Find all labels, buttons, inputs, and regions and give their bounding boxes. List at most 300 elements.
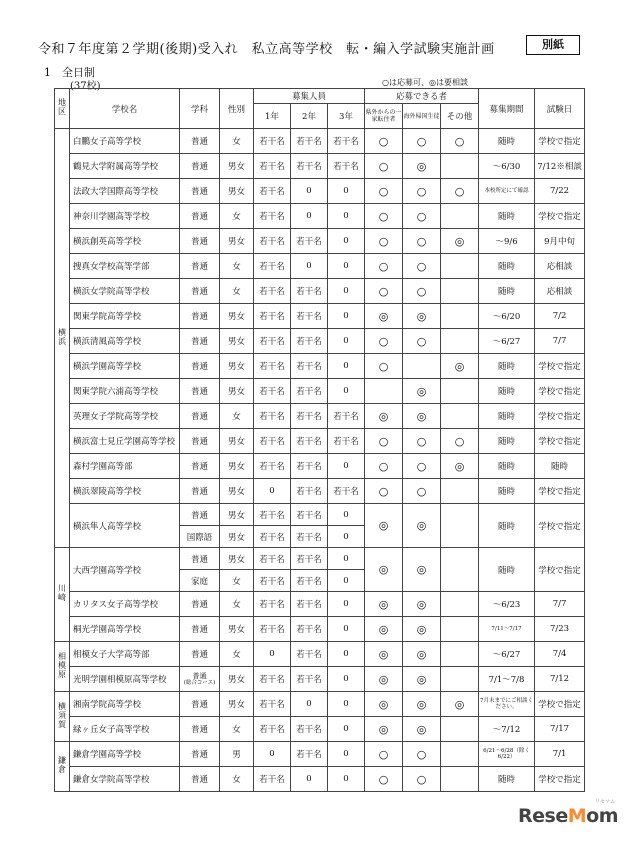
- school-name: 横浜学園高等学校: [70, 354, 180, 379]
- table-row: [55, 229, 585, 254]
- year3-cell: 0: [328, 279, 365, 304]
- gender-cell: 女: [220, 204, 254, 229]
- elig-other-mark: [441, 767, 479, 792]
- table-row: [55, 429, 585, 454]
- gender-cell: 男女: [220, 354, 254, 379]
- course-label: 普通: [190, 437, 208, 447]
- school-name: 横浜富士見丘学園高等学校: [70, 429, 180, 454]
- elig-abroad-mark: ○: [403, 742, 441, 767]
- year1-cell: 若干名: [254, 229, 291, 254]
- elig-outside-mark: ◎: [365, 667, 403, 692]
- elig-other-mark: ◎: [441, 229, 479, 254]
- course-label: 普通: [190, 362, 208, 372]
- school-name: 横浜清風高等学校: [70, 329, 180, 354]
- year2-cell: 若干名: [291, 304, 328, 329]
- elig-outside-mark: ○: [365, 254, 403, 279]
- course-cell: [180, 204, 220, 229]
- elig-other-mark: ◎: [441, 354, 479, 379]
- course-cell: [180, 279, 220, 304]
- year2-cell: 若干名: [291, 154, 328, 179]
- elig-abroad-mark: ◎: [403, 717, 441, 742]
- gender-cell: 男女: [220, 617, 254, 642]
- region-cell: [55, 129, 70, 548]
- period-cell: ～6/27: [479, 329, 535, 354]
- elig-abroad-mark: ○: [403, 454, 441, 479]
- exam-date-cell: 7/17: [535, 717, 585, 742]
- gender-cell: 男女: [220, 179, 254, 204]
- section-heading: 1 全日制: [44, 66, 95, 79]
- elig-outside-mark: ○: [365, 129, 403, 154]
- year3-cell: 0: [328, 329, 365, 354]
- course-cell: [180, 548, 220, 570]
- table-row: [55, 767, 585, 792]
- elig-outside-mark: ◎: [365, 304, 403, 329]
- table-row: [55, 154, 585, 179]
- table-row: [55, 479, 585, 504]
- header-year2: 2年: [291, 104, 328, 129]
- elig-abroad-mark: ○: [403, 179, 441, 204]
- year1-cell: 若干名: [254, 354, 291, 379]
- exam-date-cell: 7/4: [535, 642, 585, 667]
- region-label: 横浜: [57, 327, 67, 346]
- course-label: 普通: [190, 650, 208, 660]
- elig-other-mark: [441, 379, 479, 404]
- course-cell: [180, 767, 220, 792]
- course-label: 普通: [190, 237, 208, 247]
- elig-outside-mark: ○: [365, 742, 403, 767]
- gender-cell: 女: [220, 404, 254, 429]
- course-cell: [180, 592, 220, 617]
- header-elig-outside: 県外からの一家転住者: [365, 104, 403, 129]
- elig-abroad-mark: ◎: [403, 304, 441, 329]
- year1-cell: 若干名: [254, 592, 291, 617]
- year3-cell: 若干名: [328, 404, 365, 429]
- year2-cell: 若干名: [291, 504, 328, 526]
- course-cell: [180, 717, 220, 742]
- year2-cell: 若干名: [291, 429, 328, 454]
- header-elig-other: その他: [441, 104, 479, 129]
- course-cell: [180, 429, 220, 454]
- period-cell: ～6/30: [479, 154, 535, 179]
- course-cell: [180, 526, 220, 548]
- course-cell: [180, 329, 220, 354]
- year3-cell: 0: [328, 617, 365, 642]
- gender-cell: 女: [220, 717, 254, 742]
- school-name: 法政大学国際高等学校: [70, 179, 180, 204]
- year2-cell: 0: [291, 254, 328, 279]
- course-label: 普通: [190, 625, 208, 635]
- region-label: 横須賀: [57, 701, 67, 729]
- course-label: 普通: [190, 700, 208, 710]
- course-label: 家庭: [190, 576, 208, 587]
- exam-date-cell: 学校で指定: [535, 429, 585, 454]
- period-cell: 7/1～7/8: [479, 667, 535, 692]
- elig-other-mark: [441, 617, 479, 642]
- gender-cell: 男女: [220, 329, 254, 354]
- period-cell: 随時: [479, 548, 535, 592]
- exam-date-cell: 学校で指定: [535, 379, 585, 404]
- exam-date-cell: 学校で指定: [535, 404, 585, 429]
- exam-date-cell: 学校で指定: [535, 548, 585, 592]
- school-name: 関東学院六浦高等学校: [70, 379, 180, 404]
- elig-outside-mark: [365, 379, 403, 404]
- header-year1: 1年: [254, 104, 291, 129]
- gender-cell: 男女: [220, 548, 254, 570]
- region-label: 鎌倉: [57, 756, 67, 774]
- elig-abroad-mark: ◎: [403, 379, 441, 404]
- elig-other-mark: [441, 404, 479, 429]
- year1-cell: 若干名: [254, 329, 291, 354]
- course-label: 普通: [190, 487, 208, 497]
- elig-other-mark: ○: [441, 429, 479, 454]
- table-row: [55, 329, 585, 354]
- elig-other-mark: [441, 548, 479, 592]
- exam-date-cell: 7/7: [535, 592, 585, 617]
- gender-cell: 男女: [220, 526, 254, 548]
- course-label: 普通: [190, 387, 208, 397]
- year2-cell: 若干名: [291, 667, 328, 692]
- gender-cell: 男女: [220, 692, 254, 717]
- table-row: [55, 642, 585, 667]
- year3-cell: 0: [328, 229, 365, 254]
- year1-cell: 0: [254, 742, 291, 767]
- table-row: [55, 129, 585, 154]
- elig-other-mark: [441, 642, 479, 667]
- table-row: [55, 504, 585, 526]
- period-cell: 随時: [479, 767, 535, 792]
- elig-outside-mark: ○: [365, 429, 403, 454]
- elig-other-mark: [441, 742, 479, 767]
- year2-cell: 若干名: [291, 229, 328, 254]
- course-cell: [180, 179, 220, 204]
- school-name: 神奈川学園高等学校: [70, 204, 180, 229]
- year3-cell: 0: [328, 570, 365, 592]
- elig-other-mark: [441, 667, 479, 692]
- year1-cell: 若干名: [254, 379, 291, 404]
- period-cell: 7/11～7/17: [479, 617, 535, 642]
- table-row: [55, 454, 585, 479]
- table-row: [55, 304, 585, 329]
- elig-abroad-mark: ◎: [403, 504, 441, 548]
- course-label: 普通: [190, 725, 208, 735]
- year3-cell: 0: [328, 254, 365, 279]
- year3-cell: 0: [328, 692, 365, 717]
- header-exam: 試験日: [535, 89, 585, 129]
- year2-cell: 若干名: [291, 717, 328, 742]
- year1-cell: 若干名: [254, 254, 291, 279]
- period-cell: ～9/6: [479, 229, 535, 254]
- period-cell: ～6/20: [479, 304, 535, 329]
- elig-other-mark: [441, 254, 479, 279]
- period-cell: ～6/27: [479, 642, 535, 667]
- exam-plan-table: [54, 88, 585, 792]
- elig-other-mark: [441, 717, 479, 742]
- school-name: 横浜翠陵高等学校: [70, 479, 180, 504]
- year3-cell: 0: [328, 354, 365, 379]
- gender-cell: 男女: [220, 667, 254, 692]
- period-cell: 随時: [479, 504, 535, 548]
- course-note: (総合コース): [183, 679, 216, 686]
- elig-other-mark: ○: [441, 129, 479, 154]
- table-row: [55, 179, 585, 204]
- elig-other-mark: [441, 329, 479, 354]
- period-cell: 随時: [479, 254, 535, 279]
- year3-cell: 若干名: [328, 129, 365, 154]
- period-cell: 随時: [479, 379, 535, 404]
- school-name: 緑ヶ丘女子高等学校: [70, 717, 180, 742]
- course-cell: [180, 454, 220, 479]
- school-name: 森村学園高等部: [70, 454, 180, 479]
- school-name: 湘南学院高等学校: [70, 692, 180, 717]
- year2-cell: 若干名: [291, 479, 328, 504]
- year1-cell: 若干名: [254, 617, 291, 642]
- exam-date-cell: 学校で指定: [535, 692, 585, 717]
- elig-outside-mark: ○: [365, 767, 403, 792]
- year1-cell: 0: [254, 642, 291, 667]
- elig-abroad-mark: ○: [403, 254, 441, 279]
- exam-date-cell: 学校で指定: [535, 479, 585, 504]
- course-label: 普通: [190, 262, 208, 272]
- school-name: 鎌倉学園高等学校: [70, 742, 180, 767]
- table-row: [55, 379, 585, 404]
- course-cell: [180, 479, 220, 504]
- course-cell: [180, 617, 220, 642]
- year1-cell: 若干名: [254, 504, 291, 526]
- elig-abroad-mark: ◎: [403, 667, 441, 692]
- year2-cell: 若干名: [291, 592, 328, 617]
- elig-outside-mark: ◎: [365, 404, 403, 429]
- exam-date-cell: 7/2: [535, 304, 585, 329]
- year1-cell: 0: [254, 479, 291, 504]
- period-cell: 随時: [479, 279, 535, 304]
- header-elig-abroad: 海外帰国生徒: [403, 104, 441, 129]
- school-name: 鎌倉女学院高等学校: [70, 767, 180, 792]
- year1-cell: 若干名: [254, 526, 291, 548]
- year2-cell: 若干名: [291, 526, 328, 548]
- appendix-label: 別紙: [526, 35, 580, 55]
- course-cell: [180, 229, 220, 254]
- year1-cell: 若干名: [254, 204, 291, 229]
- course-label: 普通: [190, 187, 208, 197]
- course-cell: [180, 667, 220, 692]
- year3-cell: 若干名: [328, 479, 365, 504]
- year3-cell: 0: [328, 304, 365, 329]
- school-name: 関東学院高等学校: [70, 304, 180, 329]
- elig-abroad-mark: ○: [403, 479, 441, 504]
- course-label: 普通: [190, 554, 208, 565]
- year2-cell: 若干名: [291, 404, 328, 429]
- period-cell: 6/21～6/28（除く6/22）: [479, 742, 535, 767]
- year3-cell: 若干名: [328, 429, 365, 454]
- course-cell: [180, 154, 220, 179]
- exam-date-cell: 応相談: [535, 279, 585, 304]
- table-row: [55, 717, 585, 742]
- header-eligible: 応募できる者: [365, 89, 479, 104]
- elig-outside-mark: ○: [365, 279, 403, 304]
- year1-cell: 若干名: [254, 692, 291, 717]
- course-label: 普通: [190, 312, 208, 322]
- exam-date-cell: 7/12※相談: [535, 154, 585, 179]
- period-cell: 本校所定にて確認: [479, 179, 535, 204]
- elig-other-mark: ○: [441, 179, 479, 204]
- table-row: [55, 617, 585, 642]
- elig-other-mark: [441, 592, 479, 617]
- elig-other-mark: ◎: [441, 692, 479, 717]
- school-name: カリタス女子高等学校: [70, 592, 180, 617]
- course-cell: [180, 379, 220, 404]
- elig-outside-mark: ○: [365, 154, 403, 179]
- school-name: 捜真女学校高等学部: [70, 254, 180, 279]
- school-name: 光明学園相模原高等学校: [70, 667, 180, 692]
- year1-cell: 若干名: [254, 548, 291, 570]
- elig-outside-mark: ◎: [365, 592, 403, 617]
- course-label: 普通: [190, 412, 208, 422]
- course-label: 普通: [190, 510, 208, 521]
- year2-cell: 若干名: [291, 742, 328, 767]
- elig-abroad-mark: ◎: [403, 692, 441, 717]
- gender-cell: 女: [220, 592, 254, 617]
- gender-cell: 男女: [220, 454, 254, 479]
- exam-date-cell: 7/1: [535, 742, 585, 767]
- course-cell: [180, 404, 220, 429]
- elig-outside-mark: ○: [365, 454, 403, 479]
- period-cell: 随時: [479, 354, 535, 379]
- elig-outside-mark: ◎: [365, 548, 403, 592]
- exam-date-cell: 7/12: [535, 667, 585, 692]
- table-row: [55, 667, 585, 692]
- year1-cell: 若干名: [254, 767, 291, 792]
- course-label: 普通: [192, 671, 207, 680]
- table-row: [55, 548, 585, 570]
- school-name: 白鵬女子高等学校: [70, 129, 180, 154]
- year2-cell: 若干名: [291, 354, 328, 379]
- elig-other-mark: [441, 204, 479, 229]
- region-cell: [55, 692, 70, 742]
- year1-cell: 若干名: [254, 129, 291, 154]
- year1-cell: 若干名: [254, 304, 291, 329]
- elig-abroad-mark: ○: [403, 204, 441, 229]
- gender-cell: 女: [220, 570, 254, 592]
- elig-abroad-mark: ◎: [403, 404, 441, 429]
- period-cell: 7月末までにご相談ください。: [479, 692, 535, 717]
- course-cell: [180, 129, 220, 154]
- year3-cell: 0: [328, 179, 365, 204]
- region-label: 相模原: [57, 651, 67, 679]
- elig-outside-mark: ○: [365, 179, 403, 204]
- header-school: 学校名: [70, 89, 180, 129]
- exam-date-cell: 学校で指定: [535, 129, 585, 154]
- year1-cell: 若干名: [254, 154, 291, 179]
- gender-cell: 男女: [220, 504, 254, 526]
- period-cell: 随時: [479, 204, 535, 229]
- course-label: 普通: [190, 137, 208, 147]
- region-cell: [55, 742, 70, 792]
- course-cell: [180, 692, 220, 717]
- course-label: 普通: [190, 750, 208, 760]
- year3-cell: 0: [328, 667, 365, 692]
- elig-abroad-mark: ◎: [403, 642, 441, 667]
- elig-abroad-mark: [403, 354, 441, 379]
- year3-cell: 0: [328, 526, 365, 548]
- gender-cell: 男女: [220, 479, 254, 504]
- year2-cell: 若干名: [291, 279, 328, 304]
- exam-date-cell: 9月中旬: [535, 229, 585, 254]
- exam-date-cell: 学校で指定: [535, 204, 585, 229]
- table-row: [55, 354, 585, 379]
- period-cell: ～7/12: [479, 717, 535, 742]
- school-name: 相模女子大学高等部: [70, 642, 180, 667]
- school-count: (37校): [70, 81, 101, 92]
- gender-cell: 女: [220, 254, 254, 279]
- year2-cell: 0: [291, 204, 328, 229]
- course-cell: [180, 354, 220, 379]
- elig-other-mark: [441, 279, 479, 304]
- period-cell: 随時: [479, 479, 535, 504]
- course-cell: [180, 570, 220, 592]
- gender-cell: 女: [220, 642, 254, 667]
- exam-date-cell: 学校で指定: [535, 354, 585, 379]
- elig-abroad-mark: ◎: [403, 617, 441, 642]
- year3-cell: 0: [328, 204, 365, 229]
- gender-cell: 男女: [220, 429, 254, 454]
- year1-cell: 若干名: [254, 404, 291, 429]
- year3-cell: 若干名: [328, 154, 365, 179]
- table-row: [55, 279, 585, 304]
- table-row: [55, 404, 585, 429]
- year2-cell: 若干名: [291, 129, 328, 154]
- header-course: 学科: [180, 89, 220, 129]
- course-label: 普通: [190, 337, 208, 347]
- year1-cell: 若干名: [254, 717, 291, 742]
- gender-cell: 女: [220, 279, 254, 304]
- course-cell: [180, 742, 220, 767]
- course-label: 普通: [190, 462, 208, 472]
- header-period: 募集期間: [479, 89, 535, 129]
- year2-cell: 若干名: [291, 329, 328, 354]
- region-label: 川崎: [57, 584, 67, 602]
- gender-cell: 男女: [220, 154, 254, 179]
- year3-cell: 0: [328, 379, 365, 404]
- elig-other-mark: [441, 479, 479, 504]
- course-label: 普通: [190, 212, 208, 222]
- year1-cell: 若干名: [254, 429, 291, 454]
- year3-cell: 0: [328, 717, 365, 742]
- header-recruit: 募集人員: [254, 89, 365, 104]
- school-name: 桐光学園高等学校: [70, 617, 180, 642]
- year2-cell: 若干名: [291, 379, 328, 404]
- year2-cell: 0: [291, 179, 328, 204]
- school-name: 英理女子学院高等学校: [70, 404, 180, 429]
- legend-note: ○は応募可、◎は要相談: [382, 78, 468, 87]
- year1-cell: 若干名: [254, 570, 291, 592]
- gender-cell: 男女: [220, 379, 254, 404]
- period-cell: 随時: [479, 404, 535, 429]
- elig-abroad-mark: ○: [403, 429, 441, 454]
- exam-date-cell: 7/22: [535, 179, 585, 204]
- elig-abroad-mark: ○: [403, 279, 441, 304]
- elig-outside-mark: ◎: [365, 717, 403, 742]
- elig-abroad-mark: ○: [403, 767, 441, 792]
- elig-outside-mark: ◎: [365, 642, 403, 667]
- exam-date-cell: 学校で指定: [535, 504, 585, 548]
- header-year3: 3年: [328, 104, 365, 129]
- year2-cell: 若干名: [291, 617, 328, 642]
- elig-other-mark: [441, 154, 479, 179]
- year1-cell: 若干名: [254, 454, 291, 479]
- school-name: 横浜隼人高等学校: [70, 504, 180, 548]
- year2-cell: 若干名: [291, 548, 328, 570]
- school-name: 大西学園高等学校: [70, 548, 180, 592]
